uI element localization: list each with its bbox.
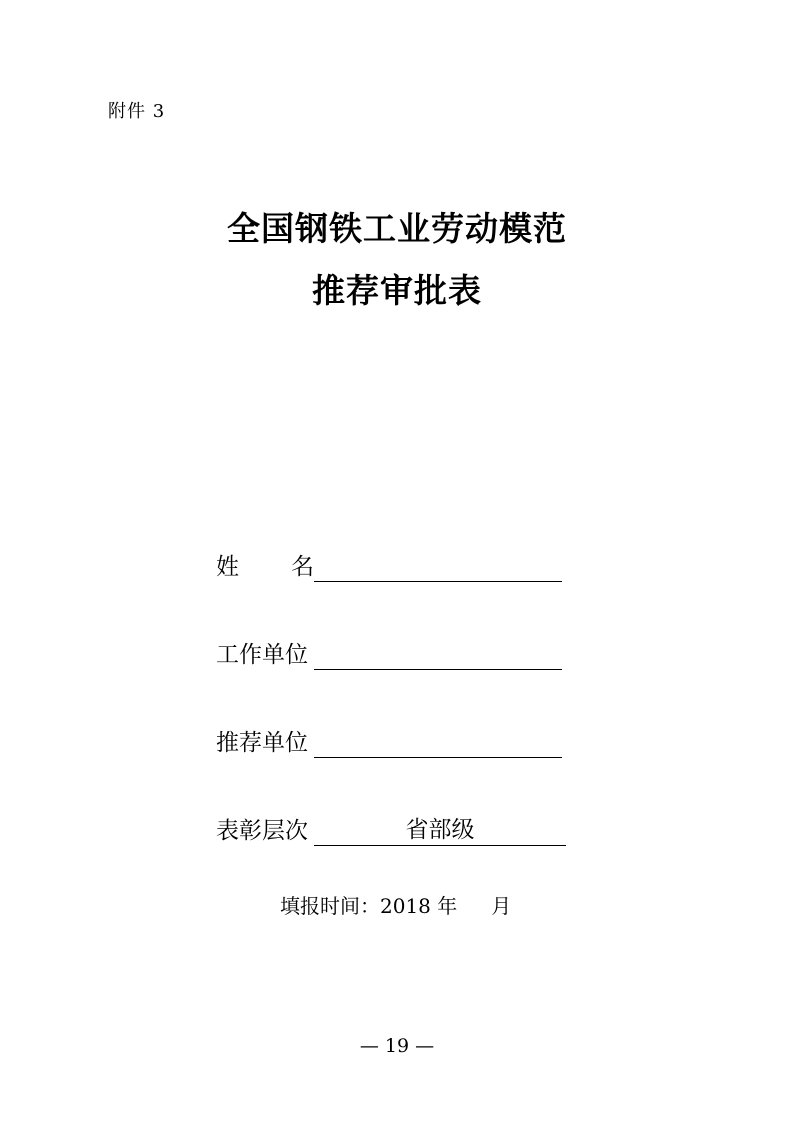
name-field-label: [216, 552, 314, 582]
recommending-unit-field-row: [216, 724, 562, 758]
fill-date-prefix: 填报时间：2018 年: [280, 894, 458, 918]
name-label-char-2: 名: [291, 554, 314, 580]
name-field-row: [216, 548, 562, 582]
commendation-level-field-row: [216, 812, 566, 846]
name-label-char-1: 姓: [216, 554, 239, 580]
document-title: 全国钢铁工业劳动模范: [227, 209, 567, 248]
attachment-label: 附件 3: [108, 101, 166, 122]
fill-date-month-label: 月: [491, 894, 512, 918]
document-subtitle: 推荐审批表: [312, 271, 482, 310]
commendation-level-field[interactable]: 省部级: [314, 815, 566, 846]
work-unit-field-row: [216, 636, 562, 670]
work-unit-field[interactable]: [314, 639, 562, 670]
recommending-unit-field-label: 推荐单位: [216, 730, 308, 756]
name-field[interactable]: [314, 551, 562, 582]
page-number: — 19 —: [359, 1035, 435, 1057]
fill-date: [280, 890, 511, 919]
commendation-level-field-label: 表彰层次: [216, 818, 308, 844]
recommending-unit-field[interactable]: [314, 727, 562, 758]
work-unit-field-label: 工作单位: [216, 642, 308, 668]
